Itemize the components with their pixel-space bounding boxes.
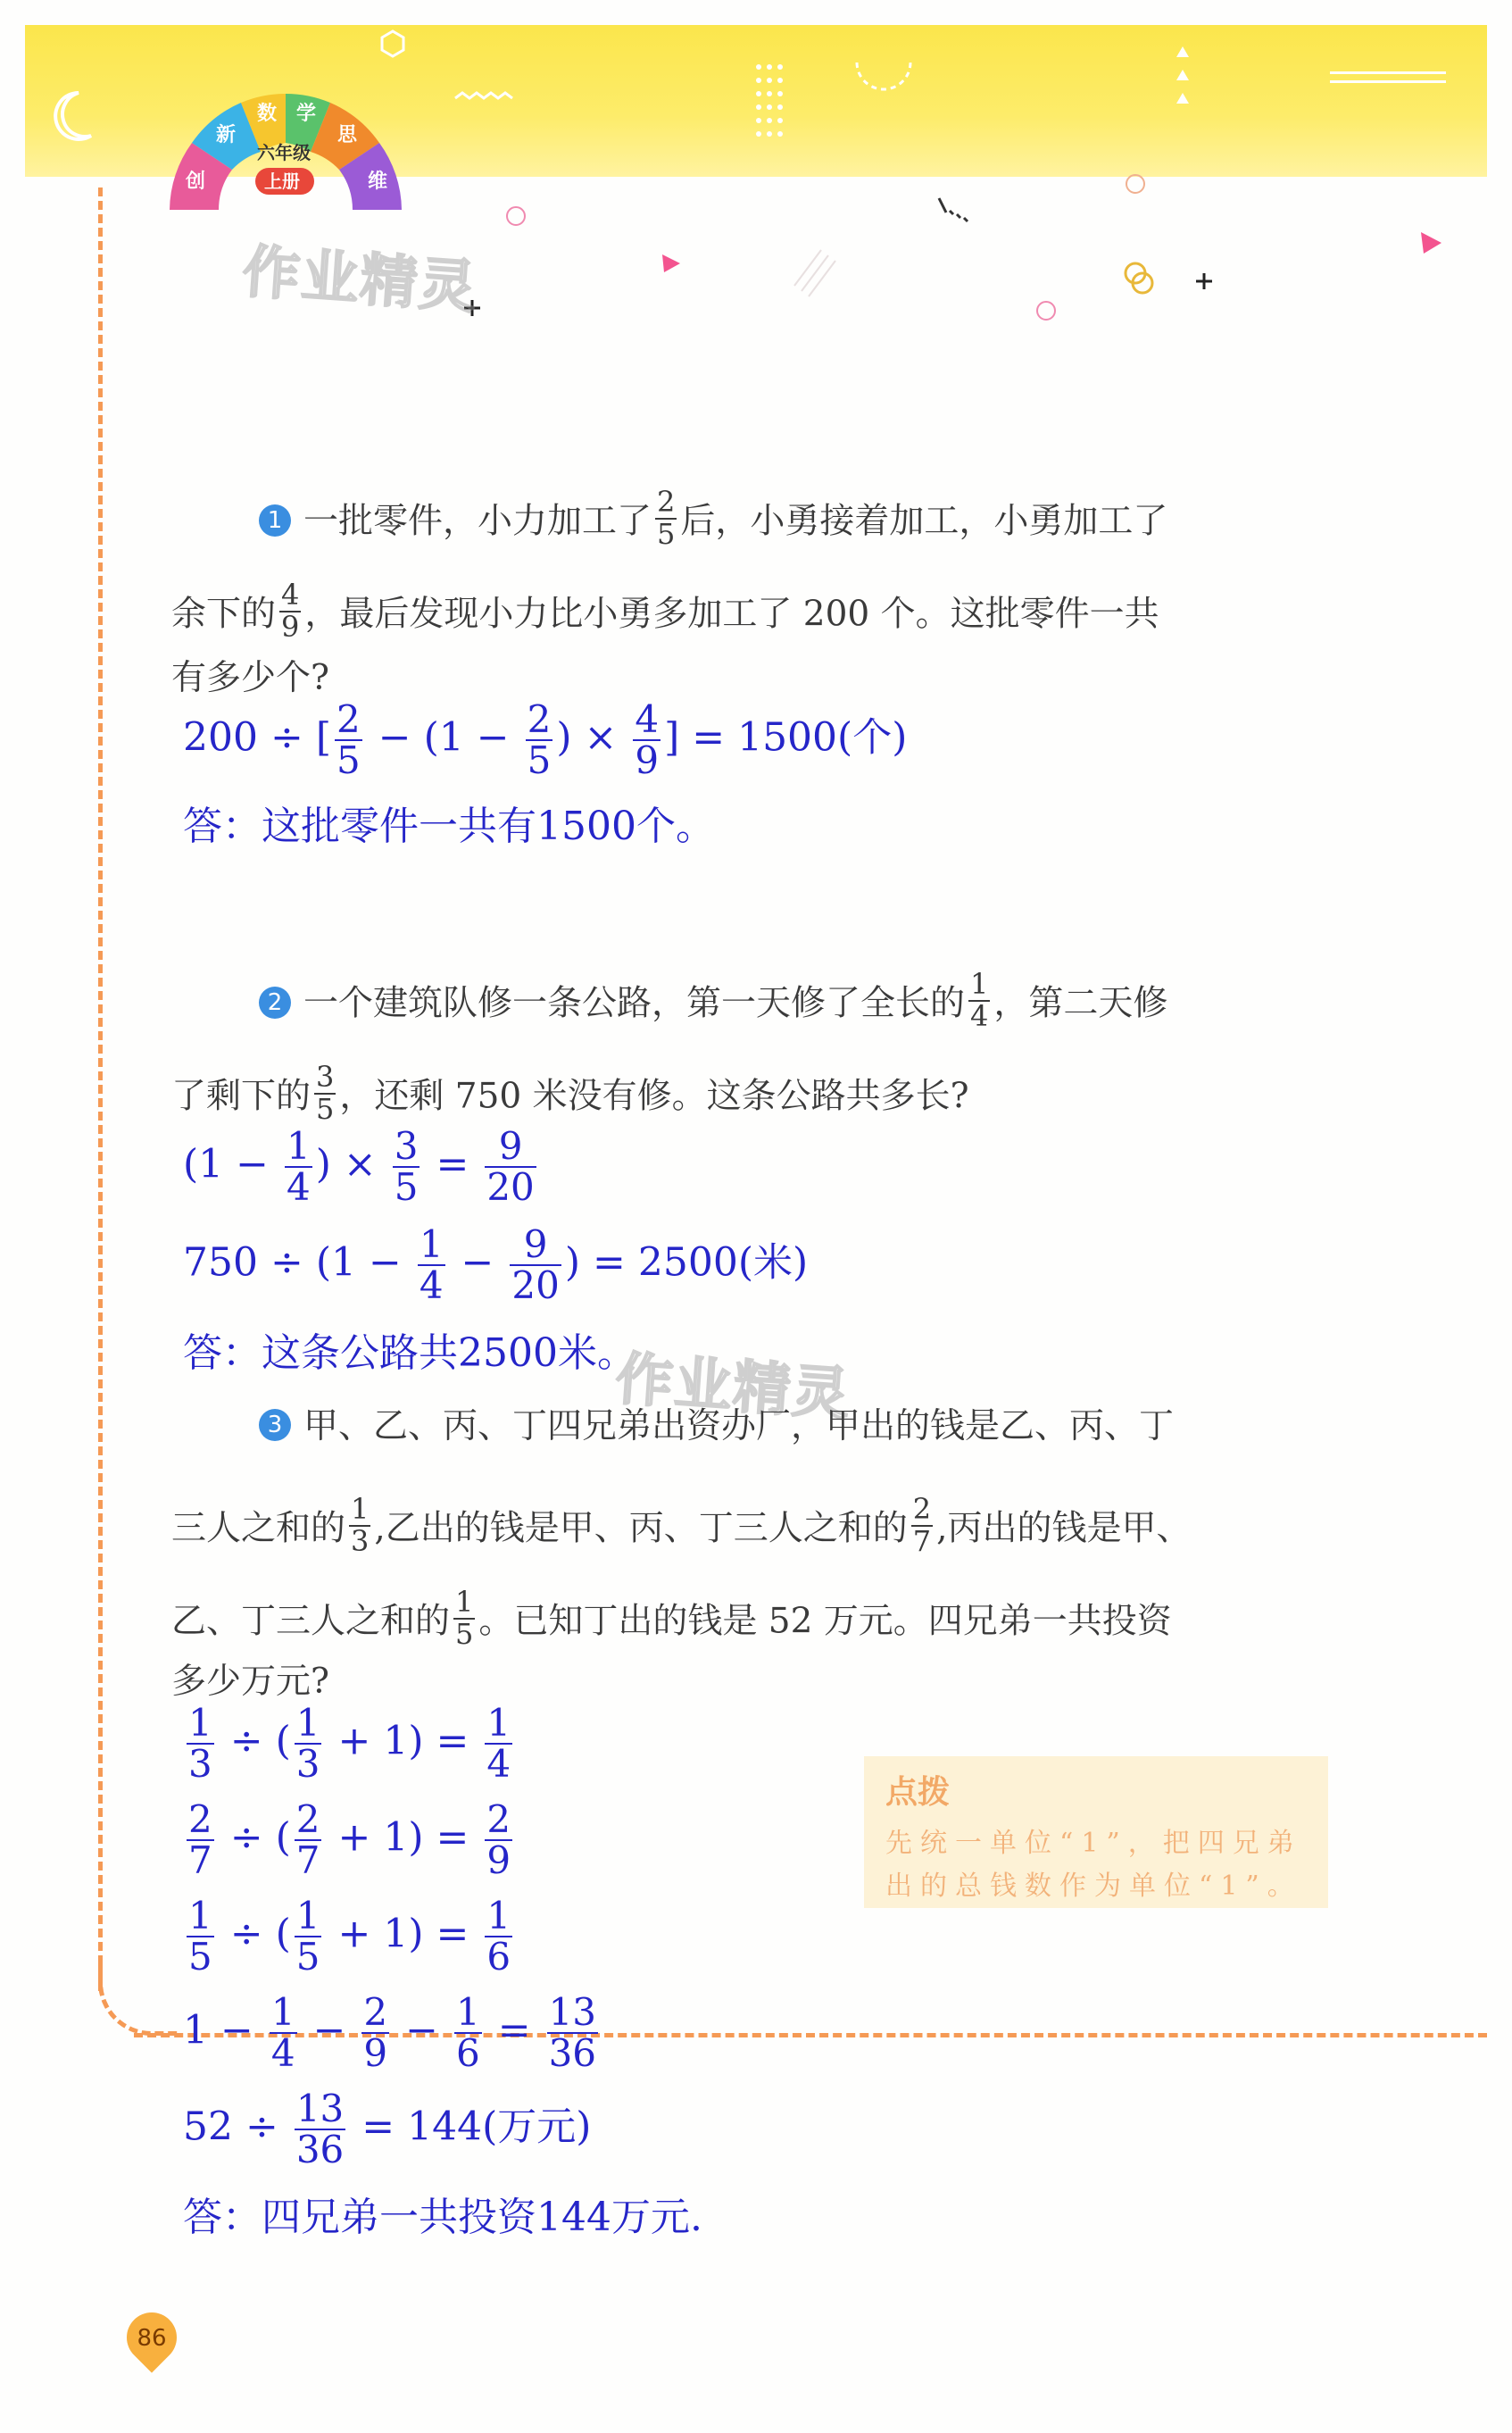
problem-3-answer: 答：四兄弟一共投资144万元. (183, 2195, 702, 2240)
header-decorations (375, 27, 1491, 330)
problem-1-equation-1: 200 ÷ [ $\frac{2}{5}$ − (1 − $\frac{2}{5}$ ) × $\frac{4}{9}$ ] = 1500(个) (183, 697, 908, 783)
badge-char-4: 学 (296, 103, 317, 125)
problem-3-equation-1: $\frac{1}{3}$ ÷ ( $\frac{1}{3}$ + 1) = $\frac{1}{4}$ (188, 1701, 511, 1787)
badge-char-3: 数 (257, 103, 278, 125)
problem-3-equation-2: $\frac{2}{7}$ ÷ ( $\frac{2}{7}$ + 1) = $\frac{2}{9}$ (188, 1797, 511, 1883)
problem-2-line-1: 2 一个建筑队修一条公路，第一天修了全长的 $\frac{1}{4}$ ，第二天修 (259, 975, 1167, 1037)
problem-3-equation-4: 1 − $\frac{1}{4}$ − $\frac{2}{9}$ − $\frac{1}{6}$ = $\frac{13}{36}$ (183, 1990, 597, 2076)
grade-badge (161, 62, 411, 214)
problem-2-line-2: 了剩下的 $\frac{3}{5}$ ，还剩 750 米没有修。这条公路共多长? (171, 1060, 969, 1126)
badge-char-6: 维 (368, 171, 388, 193)
problem-2-number: 2 (259, 987, 291, 1019)
problem-3-number: 3 (259, 1409, 291, 1441)
fraction: $\frac{4}{9}$ (281, 578, 300, 644)
badge-char-5: 思 (337, 124, 358, 146)
badge-char-1: 创 (186, 171, 206, 193)
problem-3-line-1: 3 甲、乙、丙、丁四兄弟出资办厂，甲出的钱是乙、丙、丁 (259, 1409, 1174, 1445)
problem-1-line-3: 有多少个? (171, 658, 329, 698)
frame-dash-corner (98, 1955, 179, 2036)
problem-3-equation-5: 52 ÷ $\frac{13}{36}$ = 144(万元) (183, 2087, 592, 2172)
page-number: 86 (137, 2325, 167, 2352)
frame-dash-left (98, 187, 103, 1991)
watermark: 作业精灵 (613, 1346, 853, 1429)
problem-3-line-2: 三人之和的 $\frac{1}{3}$ ,乙出的钱是甲、丙、丁三人之和的 $\frac{2}{7}$ ,丙出的钱是甲、 (171, 1492, 1192, 1558)
problem-1-line-1: 1 一批零件，小力加工了 $\frac{2}{5}$ 后，小勇接着加工，小勇加工了 (259, 493, 1167, 554)
problem-2-answer: 答：这条公路共2500米。 (183, 1330, 636, 1376)
problem-3-equation-3: $\frac{1}{5}$ ÷ ( $\frac{1}{5}$ + 1) = $\frac{1}{6}$ (188, 1894, 511, 1979)
moon-icon (52, 89, 95, 143)
problem-1-answer: 答：这批零件一共有1500个。 (183, 804, 715, 849)
fraction: $\frac{2}{5}$ (657, 485, 676, 551)
problem-2-equation-2: 750 ÷ (1 − $\frac{1}{4}$ − $\frac{9}{20}$ ) = 2500(米) (183, 1222, 809, 1308)
badge-grade: 六年级 (257, 142, 311, 163)
watermark: 作业精灵 (240, 238, 480, 322)
hint-title: 点拨 (885, 1774, 951, 1811)
problem-1-line-2: 余下的 $\frac{4}{9}$ ，最后发现小力比小勇多加工了 200 个。这批零件一共 (171, 578, 1159, 644)
hint-box (864, 1756, 1328, 1908)
badge-volume: 上册 (264, 171, 300, 192)
problem-3-line-3: 乙、丁三人之和的 $\frac{1}{5}$ 。已知丁出的钱是 52 万元。四兄弟一共投资 (171, 1585, 1172, 1651)
problem-1-number: 1 (259, 504, 291, 537)
problem-2-equation-1: (1 − $\frac{1}{4}$ ) × $\frac{3}{5}$ = $\frac{9}{20}$ (183, 1124, 535, 1210)
badge-char-2: 新 (216, 124, 237, 146)
problem-3-line-4: 多少万元? (171, 1662, 329, 1702)
hint-line-1: 先统一单位“1”，把四兄弟 (885, 1828, 1302, 1859)
hint-line-2: 出的总钱数作为单位“1”。 (885, 1871, 1302, 1902)
